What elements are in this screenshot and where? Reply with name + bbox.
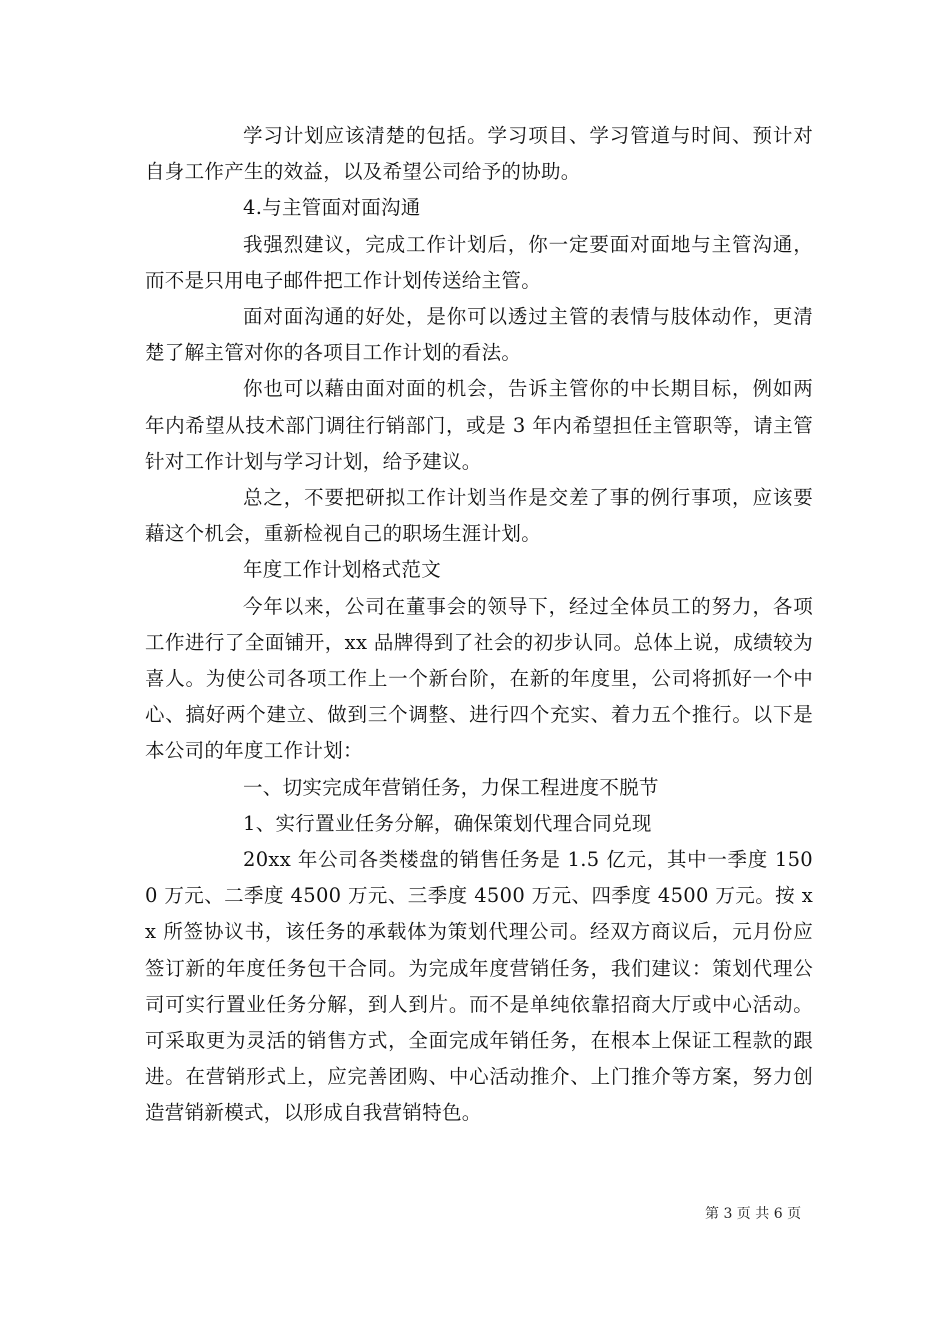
paragraph-suggestion: 我强烈建议，完成工作计划后，你一定要面对面地与主管沟通，而不是只用电子邮件把工作计划传送给主管。 — [145, 232, 813, 292]
paragraph-intro: 今年以来，公司在董事会的领导下，经过全体员工的努力，各项工作进行了全面铺开，xx 品牌得到了社会的初步认同。总体上说，成绩较为喜人。为使公司各项工作上一个新台阶，在新的年度里，公司将抓好一个中心、搞好两个建立、做到三个调整、进行四个充实、着力五个推行。以下是本公司的年度工作计划： — [145, 594, 813, 763]
paragraph-long-term-goals: 你也可以藉由面对面的机会，告诉主管你的中长期目标，例如两年内希望从技术部门调往行销部门，或是 3 年内希望担任主管职等，请主管针对工作计划与学习计划，给予建议。 — [145, 377, 813, 473]
heading-section-one: 一、切实完成年营销任务，力保工程进度不脱节 — [243, 775, 659, 799]
heading-face-to-face: 4.与主管面对面沟通 — [243, 196, 421, 220]
heading-subsection-one: 1、实行置业任务分解，确保策划代理合同兑现 — [243, 811, 652, 835]
paragraph-sales-task: 20xx 年公司各类楼盘的销售任务是 1.5 亿元，其中一季度 1500 万元、二季度 4500 万元、三季度 4500 万元、四季度 4500 万元。按 xx 所签协议书，该任务的承载体为策划代理公司。经双方商议后，元月份应签订新的年度任务包干合同。为完成年度营销任务，我们建议：策划代理公司可实行置业任务分解，到人到片。而不是单纯依靠招商大厅或中心活动。可采取更为灵活的销售方式，全面完成年销任务，在根本上保证工程款的跟进。在营销形式上，应完善团购、中心活动推介、上门推介等方案，努力创造营销新模式，以形成自我营销特色。 — [145, 848, 813, 1125]
paragraph-benefits: 面对面沟通的好处，是你可以透过主管的表情与肢体动作，更清楚了解主管对你的各项目工作计划的看法。 — [145, 305, 813, 365]
paragraph-study-plan: 学习计划应该清楚的包括。学习项目、学习管道与时间、预计对自身工作产生的效益，以及希望公司给予的协助。 — [145, 124, 813, 184]
document-body — [145, 118, 813, 1132]
heading-annual-plan: 年度工作计划格式范文 — [243, 558, 442, 582]
paragraph-summary: 总之，不要把研拟工作计划当作是交差了事的例行事项，应该要藉这个机会，重新检视自己的职场生涯计划。 — [145, 486, 813, 546]
page-number: 第 3 页 共 6 页 — [705, 1206, 802, 1222]
